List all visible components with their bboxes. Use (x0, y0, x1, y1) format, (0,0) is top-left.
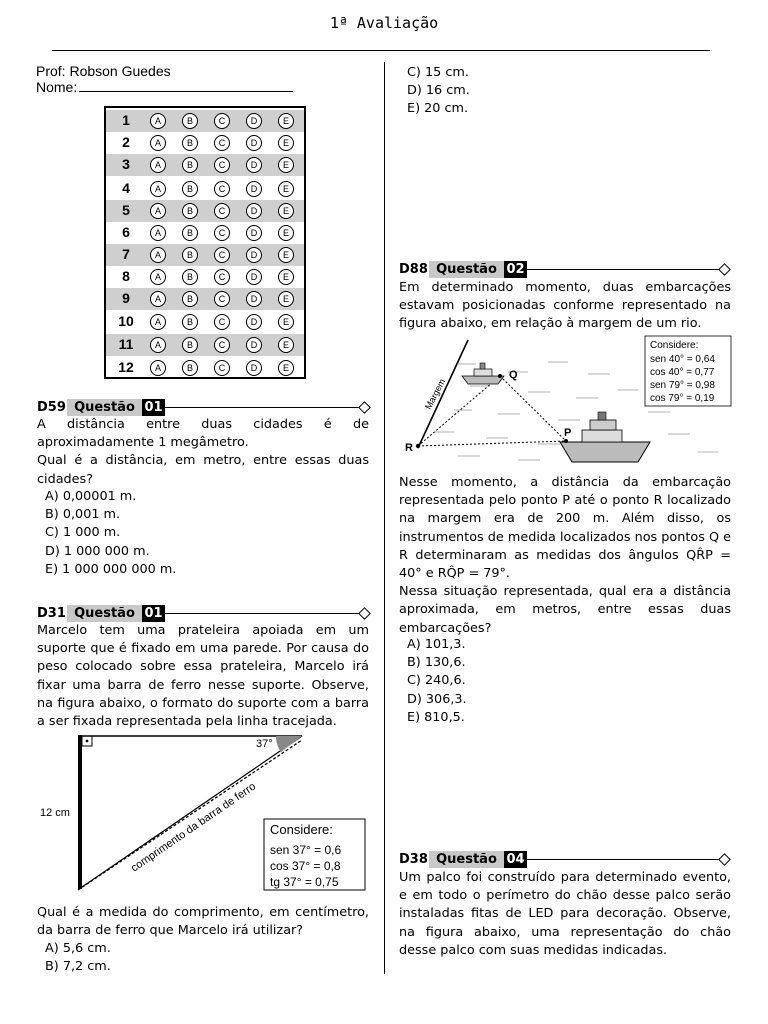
q2-option-b[interactable]: B) 7,2 cm. (45, 959, 111, 975)
q2-option-a[interactable]: A) 5,6 cm. (45, 941, 111, 956)
q3-code: D88 (399, 262, 428, 277)
column-divider (384, 62, 385, 974)
answer-bubble-d[interactable]: D (246, 337, 262, 353)
q2-consider-title: Considere: (270, 822, 333, 837)
boat-p-cabin (582, 430, 622, 442)
q1-option-d[interactable]: D) 1 000 000 m. (45, 543, 150, 559)
point-r (416, 444, 420, 448)
answer-bubble-e[interactable]: E (278, 360, 294, 376)
boat-q-hull (462, 376, 504, 384)
answer-bubble-d[interactable]: D (246, 181, 262, 197)
q1-option-e[interactable]: E) 1 000 000 000 m. (45, 561, 177, 577)
answer-bubble-c[interactable]: C (214, 269, 230, 285)
q2-consider-sen: sen 37° = 0,6 (270, 843, 342, 857)
answer-row-number: 6 (122, 224, 130, 240)
angle-arc (276, 736, 302, 752)
answer-bubble-c[interactable]: C (214, 247, 230, 263)
margin-label: Margem (422, 377, 448, 411)
answer-bubble-a[interactable]: A (150, 135, 166, 151)
q2-diamond-icon (358, 607, 371, 620)
answer-bubble-e[interactable]: E (278, 314, 294, 330)
answer-bubble-b[interactable]: B (182, 181, 198, 197)
q2-question: Qual é a medida do comprimento, em centímetro, da barra de ferro que Marcelo irá utilizar? (37, 905, 369, 939)
q1-question: Qual é a distância, em metro, entre essas duas cidades? (37, 453, 369, 487)
q1-number: 01 (142, 399, 165, 416)
q4-label: Questão (429, 851, 504, 868)
q2-text: Marcelo tem uma prateleira apoiada em um suporte que é fixado em uma parede. Por causa do peso colocado sobre essa prateleira, Marcelo irá fixar uma barra de ferro nesse suporte. Observe, na figura abaixo, o formato do suporte com a barra a ser fixada representada pela linha tracejada. (37, 623, 369, 730)
q4-header (399, 851, 731, 868)
q2-consider-cos: cos 37° = 0,8 (270, 859, 341, 873)
answer-row-number: 11 (118, 336, 134, 352)
q3-consider-title: Considere: (650, 340, 699, 351)
q3-diamond-icon (718, 263, 731, 276)
answer-bubble-d[interactable]: D (246, 360, 262, 376)
answer-bubble-c[interactable]: C (214, 135, 230, 151)
answer-bubble-b[interactable]: B (182, 269, 198, 285)
q2-option-d[interactable]: D) 16 cm. (407, 83, 470, 99)
answer-bubble-b[interactable]: B (182, 247, 198, 263)
answer-bubble-b[interactable]: B (182, 113, 198, 129)
q3-number: 02 (504, 261, 527, 278)
answer-row (106, 178, 304, 200)
q3-figure (398, 334, 734, 470)
q4-diamond-icon (718, 853, 731, 866)
q1-header (37, 399, 369, 416)
answer-bubble-c[interactable]: C (214, 181, 230, 197)
q3-text: Em determinado momento, duas embarcações estavam posicionadas conforme representado na figura abaixo, em relação à margem de um rio. (399, 280, 731, 332)
answer-bubble-d[interactable]: D (246, 269, 262, 285)
q3-options (399, 636, 731, 727)
answer-row (106, 244, 304, 266)
q1-label: Questão (67, 399, 142, 416)
q3-question: Nessa situação representada, qual era a distância aproximada, em metros, entre essas duas embarcações? (399, 584, 731, 636)
answer-bubble-b[interactable]: B (182, 314, 198, 330)
answer-bubble-b[interactable]: B (182, 203, 198, 219)
q2-code: D31 (37, 606, 66, 621)
answer-bubble-c[interactable]: C (214, 113, 230, 129)
answer-row (106, 132, 304, 154)
answer-bubble-c[interactable]: C (214, 291, 230, 307)
q1-code: D59 (37, 400, 66, 415)
wall (78, 735, 82, 889)
teacher-block (36, 63, 293, 95)
q3-consider-sen79: sen 79° = 0,98 (650, 380, 715, 391)
q3-label: Questão (429, 261, 504, 278)
q2-figure (36, 730, 372, 898)
answer-row-number: 2 (122, 134, 130, 150)
side-label: 12 cm (40, 807, 70, 819)
boat-q-chimney (480, 363, 485, 369)
answer-bubble-c[interactable]: C (214, 337, 230, 353)
boat-q-cabin (474, 369, 492, 376)
answer-row (106, 110, 304, 132)
answer-row (106, 334, 304, 356)
q3-consider-cos79: cos 79° = 0,19 (650, 393, 715, 404)
answer-bubble-a[interactable]: A (150, 181, 166, 197)
q1-header-line (165, 407, 361, 408)
q2-label: Questão (67, 605, 142, 622)
q3-option-c[interactable]: C) 240,6. (407, 673, 466, 689)
point-q-label: Q (509, 369, 518, 381)
q2-option-c[interactable]: C) 15 cm. (407, 65, 469, 80)
answer-row (106, 222, 304, 244)
answer-bubble-b[interactable]: B (182, 337, 198, 353)
answer-bubble-a[interactable]: A (150, 113, 166, 129)
page-title: 1ª Avaliação (329, 14, 439, 32)
answer-row-number: 7 (122, 246, 130, 262)
answer-bubble-e[interactable]: E (278, 203, 294, 219)
segment-rp (418, 441, 566, 446)
q3-text2: Nesse momento, a distância da embarcação representada pelo ponto P até o ponto R localizado na margem era de 200 m. Além disso, os instrumentos de medida localizados nos pontos Q e R determinaram as medidas dos ângulos QR̂P = 40° e RQ̂P = 79°. (399, 475, 731, 582)
name-label: Nome: (36, 79, 78, 95)
q3-option-b[interactable]: B) 130,6. (407, 655, 466, 671)
q2-header-line (165, 613, 361, 614)
answer-bubble-d[interactable]: D (246, 291, 262, 307)
q1-text: A distância entre duas cidades é de aproximadamente 1 megâmetro. (37, 417, 369, 451)
point-q (498, 374, 502, 378)
answer-bubble-d[interactable]: D (246, 203, 262, 219)
answer-sheet (104, 106, 306, 379)
answer-bubble-d[interactable]: D (246, 157, 262, 173)
answer-row-number: 3 (122, 156, 130, 172)
answer-bubble-e[interactable]: E (278, 135, 294, 151)
q3-header (399, 261, 731, 278)
answer-bubble-a[interactable]: A (150, 291, 166, 307)
answer-row-number: 4 (122, 180, 130, 196)
answer-bubble-a[interactable]: A (150, 314, 166, 330)
q3-consider-sen40: sen 40° = 0,64 (650, 354, 715, 365)
answer-bubble-c[interactable]: C (214, 314, 230, 330)
right-angle-dot (86, 740, 89, 743)
q3-body (399, 474, 731, 638)
bar-label: comprimento da barra de ferro (128, 780, 259, 875)
answer-bubble-b[interactable]: B (182, 225, 198, 241)
answer-bubble-a[interactable]: A (150, 247, 166, 263)
answer-bubble-d[interactable]: D (246, 314, 262, 330)
answer-row-number: 1 (122, 112, 130, 128)
q2-header (37, 605, 369, 622)
q3-option-e[interactable]: E) 810,5. (407, 709, 465, 725)
point-r-label: R (405, 442, 413, 454)
answer-bubble-a[interactable]: A (150, 225, 166, 241)
q2-number: 01 (142, 605, 165, 622)
answer-bubble-d[interactable]: D (246, 113, 262, 129)
answer-bubble-d[interactable]: D (246, 247, 262, 263)
q1-options (37, 488, 369, 579)
q3-consider-cos40: cos 40° = 0,77 (650, 367, 715, 378)
q4-header-line (527, 859, 720, 860)
angle-label: 37° (256, 738, 273, 750)
answer-row (106, 357, 304, 379)
answer-bubble-a[interactable]: A (150, 157, 166, 173)
answer-bubble-a[interactable]: A (150, 360, 166, 376)
answer-bubble-e[interactable]: E (278, 337, 294, 353)
answer-bubble-e[interactable]: E (278, 269, 294, 285)
answer-bubble-d[interactable]: D (246, 225, 262, 241)
q1-option-c[interactable]: C) 1 000 m. (45, 525, 121, 541)
answer-bubble-b[interactable]: B (182, 360, 198, 376)
q2-options-cont (399, 64, 731, 119)
point-p-label: P (564, 427, 572, 439)
answer-bubble-e[interactable]: E (278, 113, 294, 129)
answer-row-number: 12 (118, 359, 134, 375)
answer-row-number: 8 (122, 268, 130, 284)
answer-row-number: 5 (122, 202, 130, 218)
boat-p-chimney (598, 412, 606, 420)
q4-text: Um palco foi construído para determinado evento, e em todo o perímetro do chão desse palco serão instaladas fitas de LED para decoração. Observe, na figura abaixo, uma representação do chão desse palco com suas medidas indicadas. (399, 870, 731, 958)
name-line (79, 79, 293, 92)
answer-bubble-b[interactable]: B (182, 135, 198, 151)
point-p (564, 439, 568, 443)
q3-option-a[interactable]: A) 101,3. (407, 637, 466, 652)
q2-option-e[interactable]: E) 20 cm. (407, 101, 469, 117)
q2-consider-tg: tg 37° = 0,75 (270, 875, 339, 889)
answer-bubble-b[interactable]: B (182, 157, 198, 173)
q1-body (37, 416, 369, 489)
q1-option-a[interactable]: A) 0,00001 m. (45, 489, 137, 504)
answer-bubble-e[interactable]: E (278, 225, 294, 241)
boat-p-upper (590, 420, 616, 430)
answer-bubble-a[interactable]: A (150, 269, 166, 285)
q4-number: 04 (504, 851, 527, 868)
boat-p-hull (560, 442, 650, 462)
answer-bubble-b[interactable]: B (182, 291, 198, 307)
answer-row (106, 154, 304, 176)
answer-bubble-e[interactable]: E (278, 291, 294, 307)
answer-bubble-a[interactable]: A (150, 203, 166, 219)
answer-row-number: 9 (122, 290, 130, 306)
q1-option-b[interactable]: B) 0,001 m. (45, 507, 121, 523)
q4-code: D38 (399, 852, 428, 867)
q3-option-d[interactable]: D) 306,3. (407, 691, 467, 707)
answer-bubble-e[interactable]: E (278, 247, 294, 263)
student-name-field[interactable] (36, 79, 293, 95)
answer-bubble-a[interactable]: A (150, 337, 166, 353)
header-rule (52, 50, 710, 51)
q1-diamond-icon (358, 401, 371, 414)
answer-bubble-c[interactable]: C (214, 203, 230, 219)
answer-row (106, 200, 304, 222)
answer-bubble-e[interactable]: E (278, 157, 294, 173)
teacher-name: Prof: Robson Guedes (36, 63, 171, 79)
answer-row (106, 311, 304, 333)
answer-bubble-d[interactable]: D (246, 135, 262, 151)
answer-row-number: 10 (118, 313, 134, 329)
answer-bubble-c[interactable]: C (214, 360, 230, 376)
answer-row (106, 288, 304, 310)
q2-options (37, 940, 369, 976)
segment-qp (500, 376, 566, 441)
answer-bubble-c[interactable]: C (214, 225, 230, 241)
answer-row (106, 266, 304, 288)
q3-header-line (527, 269, 720, 270)
answer-bubble-e[interactable]: E (278, 181, 294, 197)
answer-bubble-c[interactable]: C (214, 157, 230, 173)
